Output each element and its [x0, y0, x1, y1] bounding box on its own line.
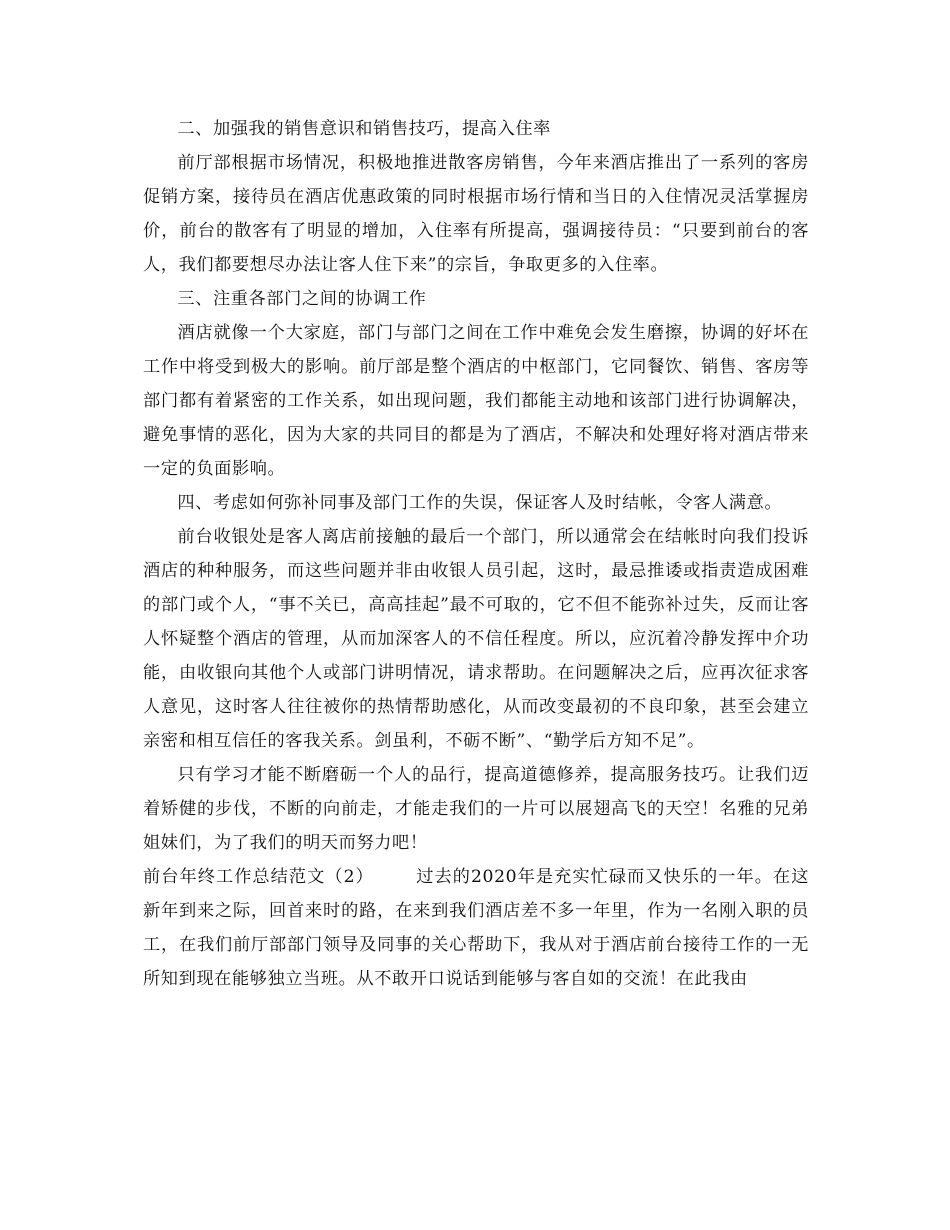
paragraph-coordination: 酒店就像一个大家庭，部门与部门之间在工作中难免会发生磨擦，协调的好坏在工作中将受到极大的影响。前厅部是整个酒店的中枢部门，它同餐饮、销售、客房等部门都有着紧密的工作关系，如出现问题，我们都能主动地和该部门进行协调解决，避免事情的恶化，因为大家的共同目的都是为了酒店，不解决和处理好将对酒店带来一定的负面影响。 — [143, 323, 809, 479]
section-heading-checkout: 四、考虑如何弥补同事及部门工作的失误，保证客人及时结帐，令客人满意。 — [177, 493, 783, 513]
closing-text: 过去的2020年是充实忙碌而又快乐的一年。在这新年到来之际，回首来时的路，在来到我们酒店差不多一年里，作为一名刚入职的员工，在我们前厅部部门领导及同事的关心帮助下，我从对于酒店前台接待工作的一无所知到现在能够独立当班。从不敢开口说话到能够与客自如的交流！在此我由 — [143, 867, 809, 989]
section-heading-sales: 二、加强我的销售意识和销售技巧，提高入住率 — [177, 119, 551, 139]
document-page — [143, 112, 809, 996]
paragraph-learning: 只有学习才能不断磨砺一个人的品行，提高道德修养，提高服务技巧。让我们迈着矫健的步伐，不断的向前走，才能走我们的一片可以展翅高飞的天空！名雅的兄弟姐妹们，为了我们的明天而努力吧！ — [143, 765, 809, 853]
section-heading-coordination: 三、注重各部门之间的协调工作 — [177, 289, 427, 309]
paragraph-closing — [143, 860, 809, 996]
paragraph-sales: 前厅部根据市场情况，积极地推进散客房销售，今年来酒店推出了一系列的客房促销方案，接待员在酒店优惠政策的同时根据市场行情和当日的入住情况灵活掌握房价，前台的散客有了明显的增加，入住率有所提高，强调接待员：“只要到前台的客人，我们都要想尽办法让客人住下来”的宗旨，争取更多的入住率。 — [143, 153, 809, 275]
closing-title: 前台年终工作总结范文（2） — [143, 867, 374, 887]
paragraph-checkout: 前台收银处是客人离店前接触的最后一个部门，所以通常会在结帐时向我们投诉酒店的种种服务，而这些问题并非由收银人员引起，这时，最忌推诿或指责造成困难的部门或个人，“事不关已，高高挂起”最不可取的，它不但不能弥补过失，反而让客人怀疑整个酒店的管理，从而加深客人的不信任程度。所以，应沉着冷静发挥中介功能，由收银向其他个人或部门讲明情况，请求帮助。在问题解决之后，应再次征求客人意见，这时客人往往被你的热情帮助感化，从而改变最初的不良印象，甚至会建立亲密和相互信任的客我关系。剑虽利，不砺不断”、“勤学后方知不足”。 — [143, 527, 809, 751]
